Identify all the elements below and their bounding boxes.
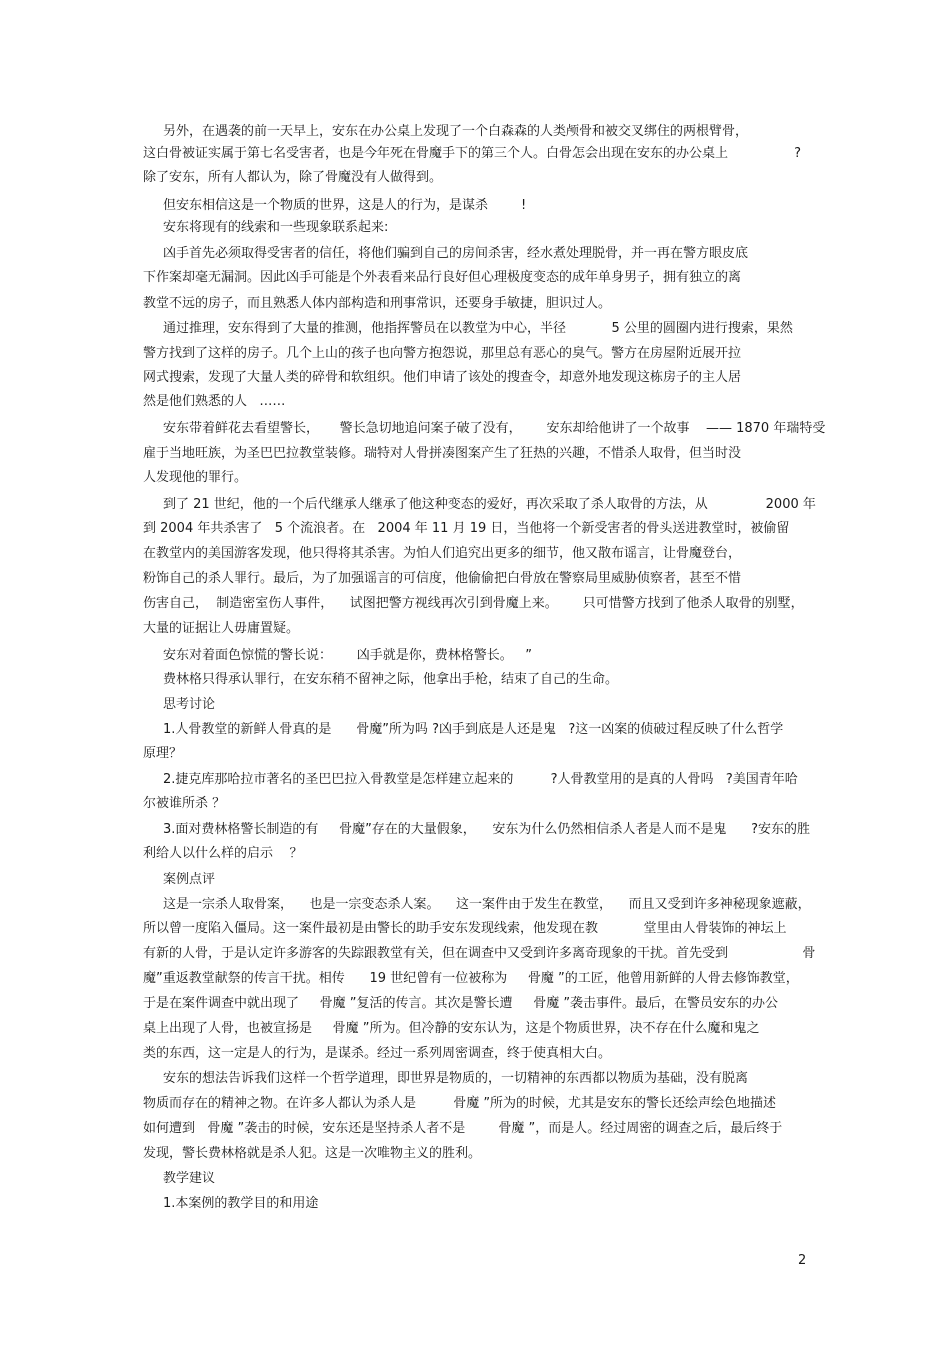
text-line: 有新的人骨，于是认定许多游客的失踪跟教堂有关，但在调查中又受到许多离奇现象的干扰。首先受到 骨 <box>143 946 816 961</box>
text-line: 在教堂内的美国游客发现，他只得将其杀害。为怕人们追究出更多的细节，他又散布谣言，让骨魔登台， <box>143 546 742 561</box>
text-line: 下作案却毫无漏洞。因此凶手可能是个外表看来品行良好但心理极度变态的成年单身男子，拥有独立的离 <box>143 270 742 285</box>
question-line: 利给人以什么样的启示 ？ <box>143 846 303 861</box>
text-line: 这是一宗杀人取骨案， 也是一宗变态杀人案。 这一案件由于发生在教堂， 而且又受到许多神秘现象遮蔽， <box>163 897 811 912</box>
text-line: 雇于当地旺族，为圣巴巴拉教堂装修。瑞特对人骨拼凑图案产生了狂热的兴趣，不惜杀人取骨，但当时没 <box>143 446 742 461</box>
question-line: 原理？ <box>143 746 183 761</box>
text-line: 大量的证据让人毋庸置疑。 <box>143 621 300 636</box>
question-line: 尔被谁所杀 ？ <box>143 796 226 811</box>
text-line: 类的东西，这一定是人的行为，是谋杀。经过一系列周密调查，终于使真相大白。 <box>143 1046 612 1061</box>
section-heading: 思考讨论 <box>163 697 216 712</box>
text-line: 安东带着鲜花去看望警长， 警长急切地追问案子破了没有， 安东却给他讲了一个故事 —— 1870 年瑞特受 <box>163 421 826 436</box>
text-line: 桌上出现了人骨，也被宣扬是 骨魔 ”所为。但冷静的安东认为，这是个物质世界，决不存在什么魔和鬼之 <box>143 1021 760 1036</box>
text-line: 人发现他的罪行。 <box>143 470 248 485</box>
page-number: 2 <box>798 1253 807 1268</box>
list-item: 1.本案例的教学目的和用途 <box>163 1196 319 1211</box>
text-line: 物质而存在的精神之物。在许多人都认为杀人是 骨魔 ”所为的时候，尤其是安东的警长还绘声绘色地描述 <box>143 1096 777 1111</box>
text-line: 安东对着面色惊慌的警长说： 凶手就是你，费林格警长。 ” <box>163 648 532 663</box>
text-line: 警方找到了这样的房子。几个上山的孩子也向警方抱怨说，那里总有恶心的臭气。警方在房屋附近展开拉 <box>143 346 742 361</box>
text-line: 如何遭到 骨魔 ”袭击的时候，安东还是坚持杀人者不是 骨魔 ”，而是人。经过周密的调查之后，最后终于 <box>143 1121 783 1136</box>
text-line: 这白骨被证实属于第七名受害者，也是今年死在骨魔手下的第三个人。白骨怎会出现在安东的办公桌上 ? <box>143 146 802 161</box>
text-line: 但安东相信这是一个物质的世界，这是人的行为，是谋杀 ! <box>163 198 527 213</box>
text-line: 到 2004 年共杀害了 5 个流浪者。在 2004 年 11 月 19 日，当他将一个新受害者的骨头送进教堂时，被偷留 <box>143 521 790 536</box>
text-line: 粉饰自己的杀人罪行。最后，为了加强谣言的可信度，他偷偷把白骨放在警察局里威胁侦察者，甚至不惜 <box>143 571 742 586</box>
section-heading: 教学建议 <box>163 1171 216 1186</box>
text-line: 发现，警长费林格就是杀人犯。这是一次唯物主义的胜利。 <box>143 1146 482 1161</box>
text-line: 网式搜索，发现了大量人类的碎骨和软组织。他们申请了该处的搜查令，却意外地发现这栋房子的主人居 <box>143 370 742 385</box>
text-line: 于是在案件调查中就出现了 骨魔 ”复活的传言。其次是警长遭 骨魔 ”袭击事件。最后，在警员安东的办公 <box>143 996 779 1011</box>
text-line: 费林格只得承认罪行，在安东稍不留神之际，他拿出手枪，结束了自己的生命。 <box>163 672 619 687</box>
text-line: 安东将现有的线索和一些现象联系起来: <box>163 220 389 235</box>
section-heading: 案例点评 <box>163 872 216 887</box>
text-line: 教堂不远的房子，而且熟悉人体内部构造和刑事常识，还要身手敏捷，胆识过人。 <box>143 296 612 311</box>
question-line: 1.人骨教堂的新鲜人骨真的是 骨魔”所为吗 ?凶手到底是人还是鬼 ?这一凶案的侦破过程反映了什么哲学 <box>163 722 784 737</box>
text-line: 伤害自己， 制造密室伤人事件， 试图把警方视线再次引到骨魔上来。 只可惜警方找到了他杀人取骨的别墅， <box>143 596 804 611</box>
text-line: 通过推理，安东得到了大量的推测，他指挥警员在以教堂为中心，半径 5 公里的圆圈内进行搜索，果然 <box>163 321 793 336</box>
text-line: 魔”重返教堂献祭的传言干扰。相传 19 世纪曾有一位被称为 骨魔 ”的工匠，他曾用新鲜的人骨去修饰教堂， <box>143 971 799 986</box>
text-line: 安东的想法告诉我们这样一个哲学道理，即世界是物质的，一切精神的东西都以物质为基础，没有脱离 <box>163 1071 749 1086</box>
text-line: 另外，在遇袭的前一天早上，安东在办公桌上发现了一个白森森的人类颅骨和被交叉绑住的两根臂骨， <box>163 124 749 139</box>
text-line: 凶手首先必须取得受害者的信任，将他们骗到自己的房间杀害，经水煮处理脱骨，并一再在警方眼皮底 <box>163 246 749 261</box>
text-line: 所以曾一度陷入僵局。这一案件最初是由警长的助手安东发现线索，他发现在教 堂里由人骨装饰的神坛上 <box>143 921 787 936</box>
question-line: 2.捷克库那哈拉市著名的圣巴巴拉入骨教堂是怎样建立起来的 ?人骨教堂用的是真的人骨吗 ?美国青年哈 <box>163 772 798 787</box>
text-line: 除了安东，所有人都认为，除了骨魔没有人做得到。 <box>143 170 443 185</box>
question-line: 3.面对费林格警长制造的有 骨魔”存在的大量假象， 安东为什么仍然相信杀人者是人而不是鬼 ?安东的胜 <box>163 822 811 837</box>
text-line: 到了 21 世纪，他的一个后代继承人继承了他这种变态的爱好，再次采取了杀人取骨的方法，从 2000 年 <box>163 497 816 512</box>
text-line: 然是他们熟悉的人 …… <box>143 394 286 409</box>
